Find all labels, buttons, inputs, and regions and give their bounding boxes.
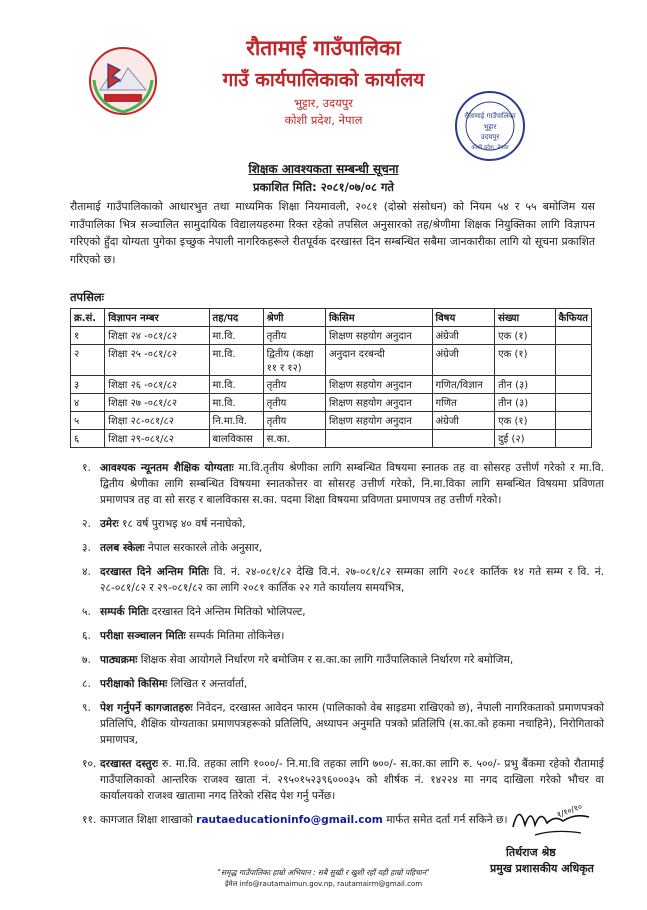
item-text xyxy=(100,700,604,748)
item-text xyxy=(100,540,604,556)
table-cell: २ xyxy=(71,345,105,376)
item-body: कागजात शिक्षा शाखाको xyxy=(100,814,197,826)
list-item xyxy=(64,676,604,692)
item-number: ५. xyxy=(82,606,91,618)
table-cell: अनुदान दरबन्दी xyxy=(325,345,432,376)
col-header: कैफियत xyxy=(555,309,591,327)
letterhead xyxy=(0,0,647,150)
item-number: ८. xyxy=(82,678,91,690)
col-header: श्रेणी xyxy=(263,309,325,327)
item-text xyxy=(100,628,604,644)
item-text xyxy=(100,604,604,620)
table-cell: नि.मा.वि. xyxy=(209,412,263,430)
item-body: वि. नं. २४-०८१/८२ देखि वि.नं. २७-०८१/८२ सम्मका लागि २०८१ कार्तिक १४ गते सम्म र वि. नं. २८-०८१/८२ र २९-०८१/८२ का लागि २०८१ कार्तिक २२ गते कार्यालय समयभित्र, xyxy=(100,566,604,594)
table-cell: ६ xyxy=(71,430,105,448)
table-cell xyxy=(555,327,591,345)
table-cell: गणित/विज्ञान xyxy=(432,376,495,394)
vacancy-table xyxy=(70,308,592,448)
item-label: तलब स्केलः xyxy=(100,542,145,554)
table-cell: ४ xyxy=(71,394,105,412)
item-label: पाठ्यक्रमः xyxy=(100,654,138,666)
list-item xyxy=(64,652,604,668)
item-number: १०. xyxy=(82,758,97,770)
table-cell xyxy=(555,430,591,448)
table-row xyxy=(71,327,592,345)
table-cell: मा.वि. xyxy=(209,376,263,394)
item-label: पेश गर्नुपर्ने कागजातहरुः xyxy=(100,702,193,714)
signature-image xyxy=(505,795,595,845)
item-body: शिक्षक सेवा आयोगले निर्धारण गरे बमोजिम र स.का.का लागि गाउँपालिकाले निर्धारण गरे बमोजिम, xyxy=(137,654,514,666)
footer-contact: ईमेल info@rautamaimun.gov.np, rautamairm@gmail.com xyxy=(224,880,423,888)
stamp-line2: भुट्टार xyxy=(483,123,497,131)
stamp-line4: कोशी प्रदेश, नेपाल xyxy=(471,145,509,151)
table-cell: शिक्षा २५ -०८१/८२ xyxy=(105,345,209,376)
col-header: क्र.सं. xyxy=(71,309,105,327)
table-cell: तीन (३) xyxy=(495,394,555,412)
table-cell: शिक्षण सहयोग अनुदान xyxy=(325,327,432,345)
table-cell: शिक्षण सहयोग अनुदान xyxy=(325,376,432,394)
signatory-title: प्रमुख प्रशासकीय अधिकृत xyxy=(490,862,594,875)
item-body: रु. मा.वि. तहका लागि १०००/- नि.मा.वि तहका लागि ७००/- स.का.का लागि रु. ५००/- प्रभु बैंकमा रहेको रौतामाई गाउँपालिकाको आन्तरिक राजश्व खाता नं. २९५०१५२३९६०००३५ को शीर्षक नं. १४२२४ मा नगद दाखिला गरेको भौचर वा कार्यालयको राजश्व खातामा नगद तिरेको रसिद पेश गर्नु पर्नेछ। xyxy=(100,758,604,802)
table-cell: शिक्षण सहयोग अनुदान xyxy=(325,412,432,430)
table-cell: दुई (२) xyxy=(495,430,555,448)
table-row xyxy=(71,394,592,412)
table-cell: ३ xyxy=(71,376,105,394)
item-body: १८ वर्ष पुराभइ ४० वर्ष ननाघेको, xyxy=(118,518,246,530)
notice-title: शिक्षक आवश्यकता सम्बन्धी सूचना xyxy=(248,162,399,176)
item-text xyxy=(100,564,604,596)
item-label: परीक्षा सञ्चालन मितिः xyxy=(100,630,186,642)
table-cell: तृतीय xyxy=(263,394,325,412)
item-body: लिखित र अन्तर्वार्ता, xyxy=(167,678,248,690)
table-cell: एक (१) xyxy=(495,345,555,376)
table-cell: एक (१) xyxy=(495,327,555,345)
table-cell: तृतीय xyxy=(263,412,325,430)
table-cell: मा.वि. xyxy=(209,345,263,376)
table-cell xyxy=(555,376,591,394)
item-body: निवेदन, दरखास्त आवेदन फारम (पालिकाको वेब साइडमा राखिएको छ), नेपाली नागरिकताको प्रमाणपत्रको प्रतिलिपि, शैक्षिक योग्यताका प्रमाणपत्रहरूको प्रतिलिपि, अध्यापन अनुमति पत्रको प्रतिलिपि (स.का.को हकमा नचाहिने), निरोगिताको प्रमाणपत्र, xyxy=(100,702,604,746)
item-body: मा.वि.तृतीय श्रेणीका लागि सम्बन्धित विषयमा स्नातक तह वा सोसरह उत्तीर्ण गरेको र मा.वि. द्वितीय श्रेणीका लागि सम्बन्धित विषयमा स्नातकोत्तर वा सोसरह उत्तीर्ण गरेको, नि.मा.विका लागि सम्बन्धित विषयमा प्रविणता प्रमाणपत्र तह वा सो सरह र बालविकास स.का. पदमा शिक्षा विषयमा प्रविणता प्रमाणपत्र तह उत्तीर्ण गरेको। xyxy=(100,462,604,506)
table-cell: बालविकास xyxy=(209,430,263,448)
signature-date: १/१०/१० xyxy=(555,802,584,820)
table-cell: मा.वि. xyxy=(209,394,263,412)
office-name: गाउँ कार्यपालिकाको कार्यालय xyxy=(222,69,425,91)
stamp-line3: उदयपुर xyxy=(480,133,500,141)
signatory-name: तिर्थराज श्रेष्ठ xyxy=(506,846,556,859)
table-cell: द्वितीय (कक्षा ११ र १२) xyxy=(263,345,325,376)
list-item xyxy=(64,540,604,556)
table-cell: गणित xyxy=(432,394,495,412)
org-name: रौतामाई गाउँपालिका xyxy=(246,36,401,60)
table-cell: शिक्षा २७ -०८१/८२ xyxy=(105,394,209,412)
table-row xyxy=(71,412,592,430)
item-tail: मार्फत समेत दर्ता गर्न सकिने छ। xyxy=(382,814,508,826)
table-cell: शिक्षा २६ -०८१/८२ xyxy=(105,376,209,394)
list-item xyxy=(64,604,604,620)
table-cell: १ xyxy=(71,327,105,345)
table-cell xyxy=(325,430,432,448)
table-cell: शिक्षण सहयोग अनुदान xyxy=(325,394,432,412)
footer-motto: "समृद्ध गाउँपालिका हाम्रो अभियान : सबै सुखी र खुशी रहौं यही हाम्रो पहिचान" xyxy=(217,868,430,877)
table-row xyxy=(71,345,592,376)
item-number: १. xyxy=(82,462,91,474)
address-line2: कोशी प्रदेश, नेपाल xyxy=(284,113,363,127)
item-number: २. xyxy=(82,518,91,530)
table-cell xyxy=(432,430,495,448)
item-text xyxy=(100,460,604,508)
item-number: ३. xyxy=(82,542,91,554)
table-cell: अंग्रेजी xyxy=(432,327,495,345)
item-body: नेपाल सरकारले तोके अनुसार, xyxy=(144,542,263,554)
item-number: ९. xyxy=(82,702,91,714)
item-text xyxy=(100,652,604,668)
email-link[interactable]: rautaeducationinfo@gmail.com xyxy=(196,814,383,826)
table-row xyxy=(71,376,592,394)
notice-intro: रौतामाई गाउँपालिकाको आधारभुत तथा माध्यमिक शिक्षा नियमावली, २०८१ (दोस्रो संसोधन) को नियम ५४ र ५५ बमोजिम यस गाउँपालिका भित्र सञ्चालित सामुदायिक विद्यालयहरुमा रिक्त रहेको तपसिल अनुसारको तह/श्रेणीमा शिक्षक नियुक्तिका लागि विज्ञापन गरिएको हुँदा योग्यता पुगेका इच्छुक नेपाली नागरिकहरूले रीतपूर्वक दरखास्त दिन सम्बन्धित सबैमा जानकारीका लागि यो सूचना प्रकाशित गरिएको छ। xyxy=(70,200,595,266)
table-cell: एक (१) xyxy=(495,412,555,430)
item-number: ४. xyxy=(82,566,91,578)
table-cell xyxy=(555,394,591,412)
conditions-list xyxy=(64,460,604,836)
table-cell xyxy=(555,412,591,430)
col-header: किसिम xyxy=(325,309,432,327)
col-header: संख्या xyxy=(495,309,555,327)
table-cell: तृतीय xyxy=(263,327,325,345)
table-header-row xyxy=(71,309,592,327)
item-text xyxy=(100,516,604,532)
table-cell: अंग्रेजी xyxy=(432,412,495,430)
list-item xyxy=(64,564,604,596)
office-stamp xyxy=(452,88,528,164)
table-row xyxy=(71,430,592,448)
table-cell: मा.वि. xyxy=(209,327,263,345)
item-body: सम्पर्क मितिमा तोकिनेछ। xyxy=(185,630,285,642)
item-label: परीक्षाको किसिमः xyxy=(100,678,168,690)
item-label: दरखास्त दस्तुरः xyxy=(100,758,159,770)
table-cell: शिक्षा २८-०८१/८२ xyxy=(105,412,209,430)
table-cell: ५ xyxy=(71,412,105,430)
tapasil-label: तपसिलः xyxy=(70,290,104,304)
item-label: दरखास्त दिने अन्तिम मितिः xyxy=(100,566,209,578)
item-body: दरखास्त दिने अन्तिम मितिको भोलिपल्ट, xyxy=(148,606,306,618)
table-cell: तीन (३) xyxy=(495,376,555,394)
table-cell: शिक्षा २४ -०८१/८२ xyxy=(105,327,209,345)
col-header: विषय xyxy=(432,309,495,327)
table-cell: स.का. xyxy=(263,430,325,448)
table-cell: अंग्रेजी xyxy=(432,345,495,376)
list-item xyxy=(64,628,604,644)
published-date: प्रकाशित मिति: २०८१/०७/०८ गते xyxy=(253,180,394,194)
col-header: विज्ञापन नम्बर xyxy=(105,309,209,327)
item-number: ११. xyxy=(82,814,97,826)
table-cell: शिक्षा २९-०८१/८२ xyxy=(105,430,209,448)
list-item xyxy=(64,516,604,532)
item-label: उमेरः xyxy=(100,518,119,530)
item-number: ६. xyxy=(82,630,91,642)
table-cell xyxy=(555,345,591,376)
address-line1: भुट्टार, उदयपुर xyxy=(293,96,353,110)
list-item xyxy=(64,700,604,748)
col-header: तह/पद xyxy=(209,309,263,327)
item-label: आवश्यक न्यूनतम शैक्षिक योग्यताः xyxy=(100,462,234,474)
item-label: सम्पर्क मितिः xyxy=(100,606,149,618)
table-cell: तृतीय xyxy=(263,376,325,394)
list-item xyxy=(64,460,604,508)
stamp-line1: रौतामाई गाउँपालिका xyxy=(464,112,516,120)
item-text xyxy=(100,676,604,692)
item-number: ७. xyxy=(82,654,91,666)
